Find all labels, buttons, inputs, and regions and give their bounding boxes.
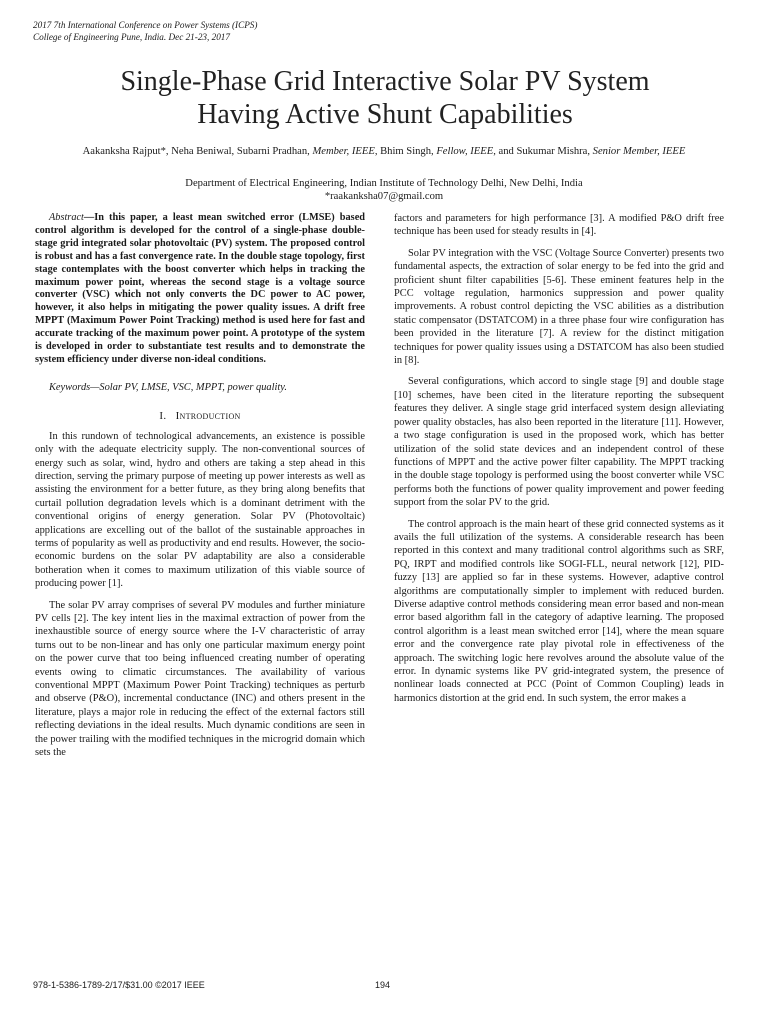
- department: Department of Electrical Engineering, Indian Institute of Technology Delhi, New Delhi, India: [185, 178, 583, 189]
- title-line-1: Single-Phase Grid Interactive Solar PV System: [120, 66, 650, 97]
- abstract-label: Abstract: [49, 212, 84, 223]
- paragraph: Several configurations, which accord to single stage [9] and double stage [10] schemes, have been cited in the literature reporting the subsequent features they deliver. A single stage grid interfaced system design alleviating power quality obstacles, has also been reported in the literature [11]. However, a two stage configuration is used in the proposed work, which has better utilization of the solid state devices and an independent control of these functions of MPPT and the active power filter capability. The MPPT tracking in the double stage topology is performed using the boost converter while VSC performs both the functions of power quality improvement and power feeding support from the solar PV to the grid.: [394, 376, 724, 509]
- authors-part-2: , Bhim Singh,: [374, 146, 437, 157]
- conference-header: [33, 19, 257, 43]
- section-title: Introduction: [175, 410, 241, 423]
- keywords: Keywords—Solar PV, LMSE, VSC, MPPT, power quality.: [49, 381, 287, 393]
- email: *raakanksha07@gmail.com: [324, 191, 444, 202]
- authors-part-3: , and Sukumar Mishra,: [493, 146, 593, 157]
- affiliation: [48, 177, 720, 203]
- paragraph: In this rundown of technological advancements, an existence is possible only with the adequate electricity supply. The non-conventional sources of energy such as solar, wind, hydro and others are taking a step ahead in this direction, serving the primary purpose of meeting up power interests as well as assisting the environment for a better future, as they bring along benefits that curtail pollution degradation levels which is a dominant detriment with the conventional origins of energy generation. Solar PV (Photovoltaic) applications are excelling out of the ballot of the sustainable approaches in terms of popularity as well as productivity and end results. However, the socio-economic burdens on the solar PV adaptability are also a considerable botheration when it comes to maximum utilization of this viable source of producing power [1].: [35, 430, 365, 590]
- paragraph: factors and parameters for high performance [3]. A modified P&O drift free technique has been used for steady results in [4].: [394, 213, 724, 238]
- conference-name: 2017 7th International Conference on Power Systems (ICPS): [33, 20, 258, 30]
- author-role-3: Senior Member, IEEE: [592, 146, 686, 157]
- paragraph: Solar PV integration with the VSC (Voltage Source Converter) presents two fundamental aspects, the extraction of solar energy to be fed into the grid and proficient shunt filter capabilities [5-6]. These eminent features help in the PCC voltage regulation, harmonics suppression and power quality improvements. A robust control depicting the VSC abilities as a distribution static compensator (DSTATCOM) in a three phase four wire configuration has been provided in the literature [7]. A review for the distinct mitigation techniques for power quality issues using a DSTATCOM has also been studied in [8].: [394, 247, 724, 367]
- page-number: 194: [375, 980, 391, 990]
- author-role-2: Fellow, IEEE: [436, 146, 494, 157]
- author-list: [48, 145, 720, 159]
- right-column: [394, 212, 724, 713]
- paragraph: The control approach is the main heart of these grid connected systems as it avails the full utilization of the systems. A considerable research has been reported in this context and many traditional control algorithms such as SRF, PQ, IRPT and modified controls like SOGI-FLL, neural network [12], PID-fuzzy [13] are applied so far in these systems. However, adaptive control algorithms are computationally simpler to implement with reduced burden. Diverse adaptive control methods considering mean error based and non-mean error based algorithm fall in the category of adaptive learning. The proposed control algorithm is a least mean switched error [14], where the mean square error and the convergence rate play pivotal role in effectiveness of the approach. The switching logic here revolves around the absolute value of the error. In dynamic systems like PV grid-integrated system, the presence of nonlinear loads connected at PCC (Point of Common Coupling) leads in harmonics distortion at the grid end. In such system, the error makes a: [394, 518, 724, 704]
- section-number: I.: [159, 410, 167, 423]
- paragraph: The solar PV array comprises of several PV modules and further miniature PV cells [2]. The key intent lies in the maximal extraction of power from the inexhaustible source of energy source where the I-V characteristic of array turns out to be non-linear and has only one particular maximum energy point on the power curve that too being influenced creating number of operating events owing to climatic circumstances. The availability of various conventional MPPT (Maximum Power Point Tracking) techniques as perturb and observe (P&O), incremental conductance (INC) and others present in the literature, plays a major role in reducing the effect of the external factors still reflecting deviations in the ideal results. Much dynamic conditions are seen in the power trailing with the modified techniques in the microgrid domain which sets the: [35, 599, 365, 759]
- left-column: [35, 212, 365, 767]
- abstract-text: —In this paper, a least mean switched error (LMSE) based control algorithm is developed for the control of a single-phase double- stage grid integrated solar photovoltaic (PV) system. The proposed control is robust and has a fast convergence rate. In the double stage topology, first stage contemplates with the boost converter which helps in tracking the maximum power point, whereas the second stage is a voltage source converter (VSC) which not only converts the DC power to AC power, however, it also helps in mitigating the power quality issues. A drift free MPPT (Maximum Power Point Tracking) method is used here for fast and accurate tracking of the maximum power point. A prototype of the system is developed in order to substantiate test results and to demonstrate the system efficiency under diverse non-ideal conditions.: [35, 212, 365, 365]
- authors-part-1: Aakanksha Rajput*, Neha Beniwal, Subarni Pradhan,: [82, 146, 313, 157]
- section-heading: [35, 410, 365, 423]
- conference-venue: College of Engineering Pune, India. Dec 21-23, 2017: [33, 32, 230, 42]
- abstract: [35, 212, 365, 367]
- copyright-footer: 978-1-5386-1789-2/17/$31.00 ©2017 IEEE: [33, 980, 205, 990]
- author-role-1: Member, IEEE: [312, 146, 375, 157]
- title-line-2: Having Active Shunt Capabilities: [197, 99, 573, 130]
- paper-title: [40, 65, 730, 131]
